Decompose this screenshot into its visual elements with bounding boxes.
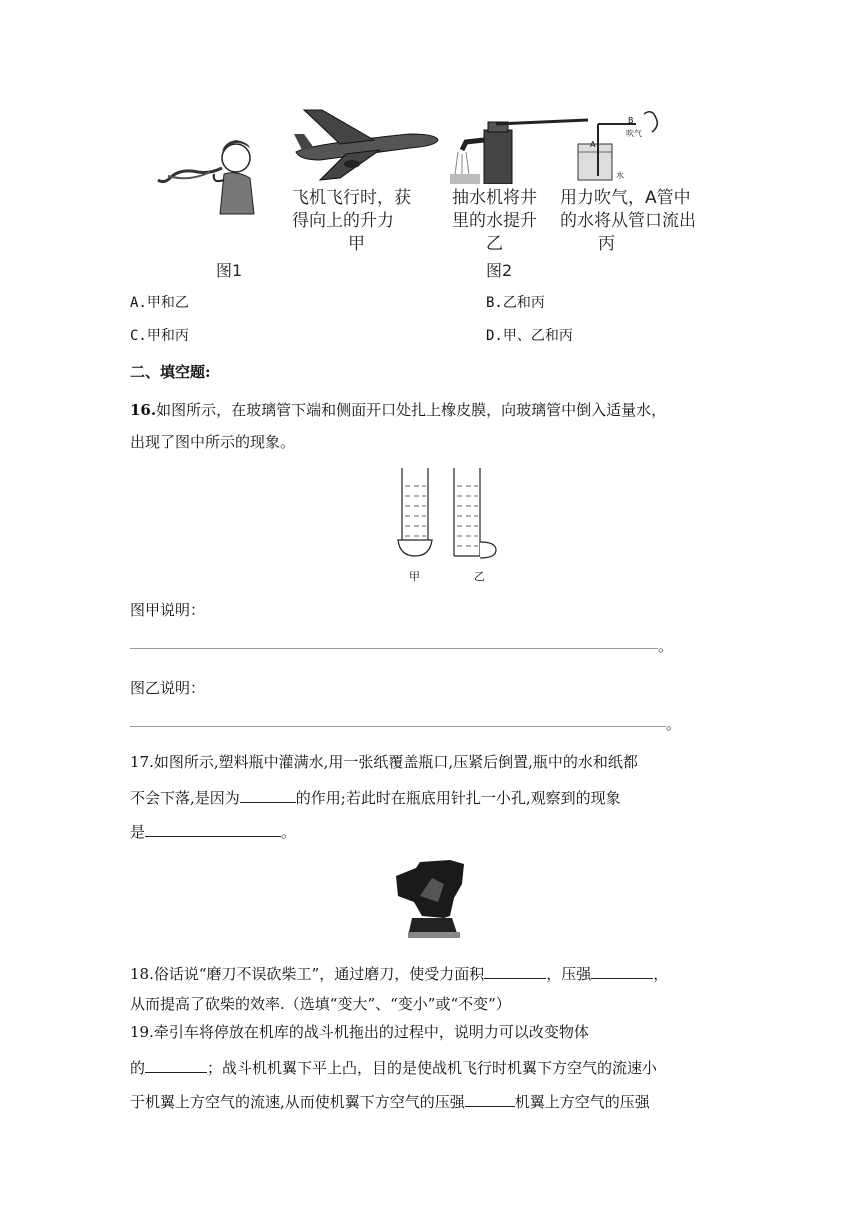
caption-bing-line2: 的水将从管口流出 <box>560 211 696 231</box>
caption-bing-tag: 丙 <box>598 234 615 254</box>
inverted-bottle-photo <box>392 856 470 942</box>
q16-yi-label: 图乙说明： <box>130 679 206 697</box>
tube-jia-label: 甲 <box>409 570 420 583</box>
figure-1-illustration <box>150 128 270 228</box>
airplane-illustration <box>290 104 440 184</box>
q16-line2: 出现了图中所示的现象。 <box>130 433 296 451</box>
figure-2-label: 图2 <box>486 261 513 280</box>
q19-line3 <box>130 1090 650 1112</box>
q17-text-3b: 。 <box>281 823 297 841</box>
option-c[interactable]: C.甲和丙 <box>130 328 189 344</box>
q16-jia-answer-line[interactable] <box>130 648 658 649</box>
q16-jia-label: 图甲说明： <box>130 601 206 619</box>
label-blow: 吹气 <box>626 129 642 138</box>
q19-text-3: 于机翼上方空气的流速,从而使机翼下方空气的压强 <box>130 1093 465 1111</box>
q18-blank-pressure[interactable] <box>591 962 653 979</box>
q17-text-2a: 不会下落,是因为 <box>130 789 240 807</box>
label-b: B <box>628 116 634 125</box>
q18-blank-area[interactable] <box>484 962 546 979</box>
q17-text-3a: 是 <box>130 823 146 841</box>
q16-text-1: 如图所示，在玻璃管下端和侧面开口处扎上橡皮膜，向玻璃管中倒入适量水， <box>156 401 667 419</box>
tube-yi-label: 乙 <box>474 570 485 583</box>
caption-yi-tag: 乙 <box>486 234 503 254</box>
caption-bing-line1: 用力吹气，A管中 <box>560 188 691 208</box>
q19-text-2a: 的 <box>130 1059 146 1077</box>
q18-line2: 从而提高了砍柴的效率.（选填“变大”、“变小”或“不变”） <box>130 995 511 1013</box>
q18-text-1c: ， <box>653 965 669 983</box>
q18-text-1b: ，压强 <box>546 965 592 983</box>
q16-yi-answer-line[interactable] <box>130 726 666 727</box>
q17-text-2b: 的作用;若此时在瓶底用针扎一小孔,观察到的现象 <box>295 789 621 807</box>
q19-line1: 19.牵引车将停放在机库的战斗机拖出的过程中，说明力可以改变物体 <box>130 1023 589 1041</box>
option-d[interactable]: D.甲、乙和丙 <box>486 328 573 344</box>
q19-line2 <box>130 1056 657 1078</box>
section-title-fill-in: 二、填空题: <box>130 363 211 381</box>
figure-1-label: 图1 <box>216 261 243 280</box>
q16-number: 16. <box>130 401 157 419</box>
q19-blank-1[interactable] <box>145 1056 207 1073</box>
q16-yi-end: 。 <box>666 715 682 733</box>
q17-line3 <box>130 820 296 842</box>
label-water: 水 <box>616 171 624 180</box>
option-a[interactable]: A.甲和乙 <box>130 295 189 311</box>
q17-blank-1[interactable] <box>240 786 296 803</box>
q19-text-2b: ；战斗机机翼下平上凸，目的是使战机飞行时机翼下方空气的流速小 <box>207 1059 658 1077</box>
q17-blank-2[interactable] <box>145 820 281 837</box>
caption-jia-tag: 甲 <box>348 234 365 254</box>
q19-blank-2[interactable] <box>465 1090 515 1107</box>
q18-text-1a: 18.俗话说“磨刀不误砍柴工”，通过磨刀，使受力面积 <box>130 965 485 983</box>
q17-line1: 17.如图所示,塑料瓶中灌满水,用一张纸覆盖瓶口,压紧后倒置,瓶中的水和纸都 <box>130 753 638 771</box>
option-b[interactable]: B.乙和丙 <box>486 295 545 311</box>
q19-text-3b: 机翼上方空气的压强 <box>514 1093 650 1111</box>
caption-jia-line1: 飞机飞行时，获 <box>292 188 411 208</box>
label-a: A <box>590 140 596 149</box>
q17-line2 <box>130 786 621 808</box>
q16-line1 <box>130 400 666 420</box>
caption-yi-line2: 里的水提升 <box>452 211 537 231</box>
q16-jia-end: 。 <box>658 637 674 655</box>
glass-tubes-figure <box>390 466 510 566</box>
caption-yi-line1: 抽水机将井 <box>452 188 537 208</box>
q18-line1 <box>130 962 668 984</box>
caption-jia-line2: 得向上的升力 <box>292 211 394 231</box>
